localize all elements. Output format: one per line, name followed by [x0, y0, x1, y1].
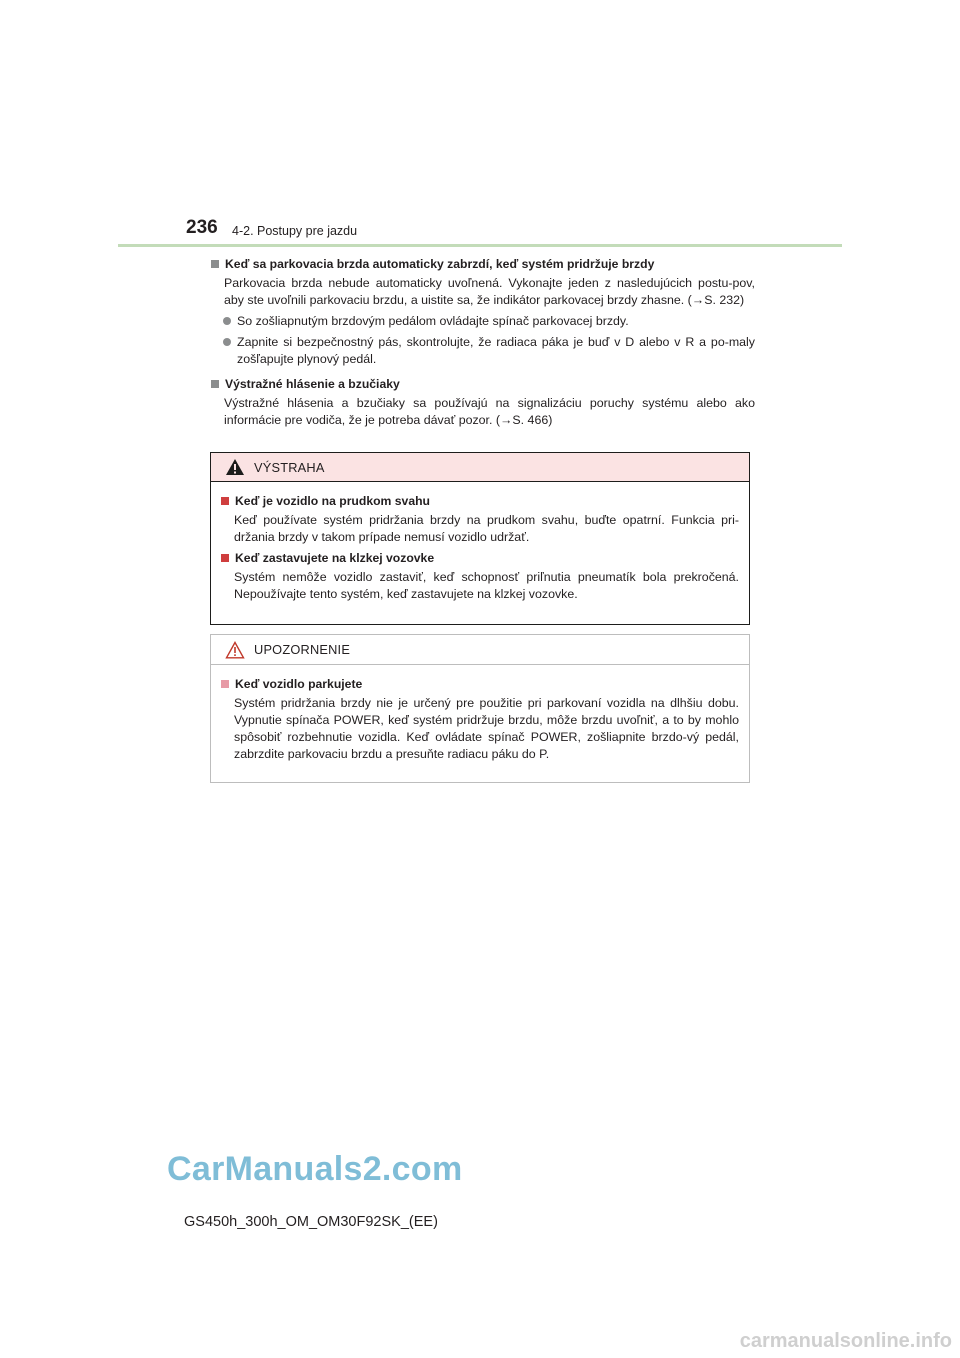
warning-box-title: VÝSTRAHA: [254, 459, 325, 475]
square-bullet-icon: [221, 497, 229, 505]
page-number: 236: [186, 217, 218, 238]
section-paragraph: Parkovacia brzda nebude automaticky uvoľnená. Vykonajte jeden z nasledujúcich postu-pov, aby ste uvoľnili parkovaciu brzdu, a uistite sa, že indikátor parkovacej brzdy zhasne. (→S. 232): [224, 276, 755, 307]
warning-item-heading: [220, 493, 739, 510]
section-heading: [210, 256, 755, 273]
warning-box: [210, 452, 750, 625]
document-code: GS450h_300h_OM_OM30F92SK_(EE): [184, 1214, 438, 1230]
notice-box: [210, 634, 750, 783]
warning-item-heading: [220, 550, 739, 567]
list-item-text: Zapnite si bezpečnostný pás, skontrolujte, že radiaca páka je buď v D alebo v R a po-maly zošľapujte plynový pedál.: [237, 335, 755, 366]
warning-triangle-icon: [225, 458, 245, 476]
square-bullet-icon: [211, 260, 219, 268]
notice-item-heading: [220, 676, 739, 693]
notice-item-heading-text: Keď vozidlo parkujete: [235, 677, 363, 691]
notice-box-header: [211, 635, 749, 665]
notice-box-body: [211, 665, 749, 763]
watermark-logo: CarManuals2.com: [167, 1150, 463, 1188]
list-item: [223, 313, 755, 330]
warning-item-text: Keď používate systém pridržania brzdy na prudkom svahu, buďte opatrní. Funkcia pri-držania brzdy v takom prípade nemusí vozidlo udržať.: [234, 513, 739, 544]
notice-item-text: Systém pridržania brzdy nie je určený pre použitie pri parkovaní vozidla na dlhšiu dobu. Vypnutie spínača POWER, keď systém pridržuje brzdu, môže brzdu uvoľniť, a to by mohlo spôsobiť rozbehnutie vozidla. Keď ovládate spínač POWER, zošliapnite brzdo-vý pedál, zabrzdite parkovaciu brzdu a presuňte radiacu páku do P.: [234, 696, 739, 761]
warning-item-heading-text: Keď je vozidlo na prudkom svahu: [235, 494, 430, 508]
site-url: carmanualsonline.info: [739, 1330, 952, 1352]
section-title: 4-2. Postupy pre jazdu: [232, 224, 358, 238]
warning-box-body: [211, 482, 749, 603]
section-heading-text: Výstražné hlásenie a bzučiaky: [225, 377, 400, 391]
main-content: [210, 256, 755, 429]
notice-box-title: UPOZORNENIE: [254, 642, 351, 657]
circle-bullet-icon: [223, 338, 231, 346]
square-bullet-icon: [221, 680, 229, 688]
list-item: [223, 334, 755, 368]
square-bullet-icon: [221, 554, 229, 562]
list-item-text: So zošliapnutým brzdovým pedálom ovládajte spínač parkovacej brzdy.: [237, 314, 629, 328]
square-bullet-icon: [211, 380, 219, 388]
section-heading-text: Keď sa parkovacia brzda automaticky zabrzdí, keď systém pridržuje brzdy: [225, 257, 655, 271]
caution-triangle-icon: [225, 641, 245, 659]
section-paragraph: Výstražné hlásenia a bzučiaky sa používajú na signalizáciu poruchy systému alebo ako informácie pre vodiča, že je potreba dávať pozor. (→S. 466): [224, 396, 755, 427]
warning-box-header: [211, 453, 749, 482]
header-rule: [118, 244, 842, 247]
warning-item-text: Systém nemôže vozidlo zastaviť, keď schopnosť priľnutia pneumatík bola prekročená. Nepoužívajte tento systém, keď zastavujete na klzkej vozovke.: [234, 570, 739, 601]
section-heading: [210, 376, 755, 393]
warning-item-heading-text: Keď zastavujete na klzkej vozovke: [235, 551, 435, 565]
circle-bullet-icon: [223, 317, 231, 325]
